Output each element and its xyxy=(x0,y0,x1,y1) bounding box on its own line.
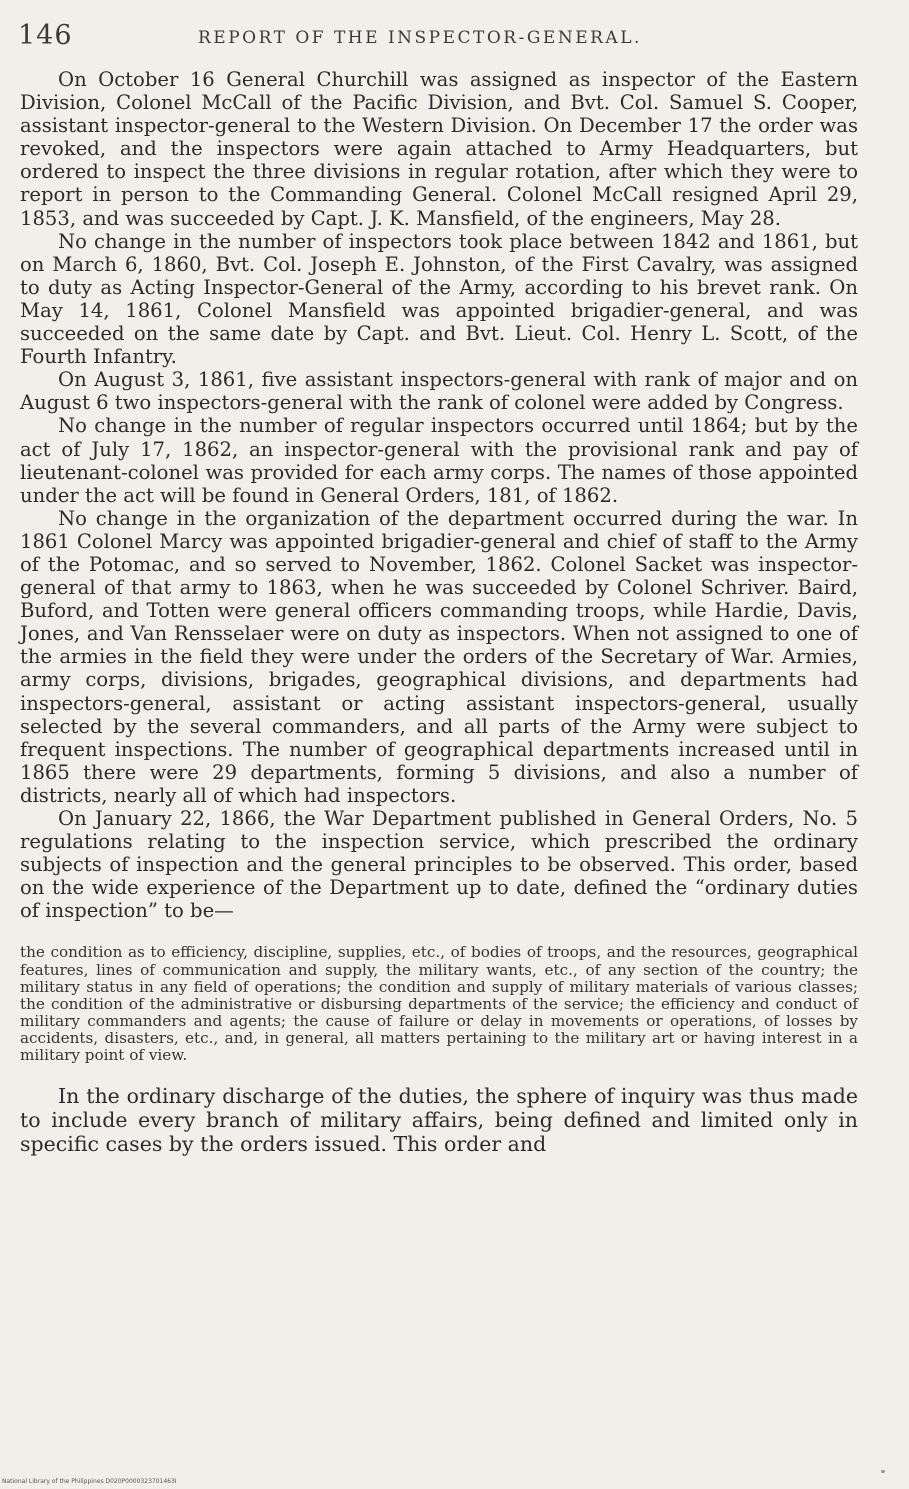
paragraph: No change in the organization of the department occurred during the war. In 1861 Colonel Marcy was appointed brigadier-general and chief of staff to the Army of the Potomac, and so served to November, 1862. Colonel Sacket was inspector-general of that army to 1863, when he was succeeded by Colonel Schriver. Baird, Buford, and Totten were general officers commanding troops, while Hardie, Davis, Jones, and Van Rensselaer were on duty as inspectors. When not assigned to one of the armies in the field they were under the orders of the Secretary of War. Armies, army corps, divisions, brigades, geographical divisions, and departments had inspectors-general, assistant or acting assistant inspectors-general, usually selected by the several commanders, and all parts of the Army were subject to frequent inspections. The number of geographical departments increased until in 1865 there were 29 departments, forming 5 divisions, and also a number of districts, nearly all of which had inspectors. xyxy=(20,506,858,807)
running-head: REPORT OF THE INSPECTOR-GENERAL. xyxy=(198,28,642,48)
block-quote: the condition as to efficiency, discipline, supplies, etc., of bodies of troops, and the resources, geographical features, lines of communication and supply, the military wants, etc., of any section of the country; the military status in any field of operations; the condition and supply of military materials of various classes; the condition of the administrative or disbursing departments of the service; the efficiency and conduct of military commanders and agents; the cause of failure or delay in movements or operations, of losses by accidents, disasters, etc., and, in general, all matters pertaining to the military art or having interest in a military point of view. xyxy=(20,943,858,1065)
scan-footer-stamp: National Library of the Philippines D020P0000323701463I xyxy=(2,1478,177,1485)
paragraph: On October 16 General Churchill was assigned as inspector of the Eastern Division, Colonel McCall of the Pacific Division, and Bvt. Col. Samuel S. Cooper, assistant inspector-general to the Western Division. On December 17 the order was revoked, and the inspectors were again attached to Army Headquarters, but ordered to inspect the three divisions in regular rotation, after which they were to report in person to the Commanding General. Colonel McCall resigned April 29, 1853, and was succeeded by Capt. J. K. Mansfield, of the engineers, May 28. xyxy=(20,68,858,230)
page-body xyxy=(20,68,858,1156)
page-number: 146 xyxy=(18,20,73,51)
page-header xyxy=(18,20,878,60)
paragraph: On January 22, 1866, the War Department published in General Orders, No. 5 regulations relating to the inspection service, which prescribed the ordinary subjects of inspection and the general principles to be observed. This order, based on the wide experience of the Department up to date, defined the “ordinary duties of inspection” to be— xyxy=(20,807,858,923)
scan-speck xyxy=(881,1470,885,1473)
paragraph: In the ordinary discharge of the duties, the sphere of inquiry was thus made to include every branch of military affairs, being defined and limited only in specific cases by the orders issued. This order and xyxy=(20,1084,858,1157)
paragraph: No change in the number of regular inspectors occurred until 1864; but by the act of July 17, 1862, an inspector-general with the provisional rank and pay of lieutenant-colonel was provided for each army corps. The names of those appointed under the act will be found in General Orders, 181, of 1862. xyxy=(20,414,858,507)
paragraph: On August 3, 1861, five assistant inspectors-general with rank of major and on August 6 two inspectors-general with the rank of colonel were added by Congress. xyxy=(20,368,858,415)
paragraph: No change in the number of inspectors took place between 1842 and 1861, but on March 6, 1860, Bvt. Col. Joseph E. Johnston, of the First Cavalry, was assigned to duty as Acting Inspector-General of the Army, according to his brevet rank. On May 14, 1861, Colonel Mansfield was appointed brigadier-general, and was succeeded on the same date by Capt. and Bvt. Lieut. Col. Henry L. Scott, of the Fourth Infantry. xyxy=(20,229,858,369)
